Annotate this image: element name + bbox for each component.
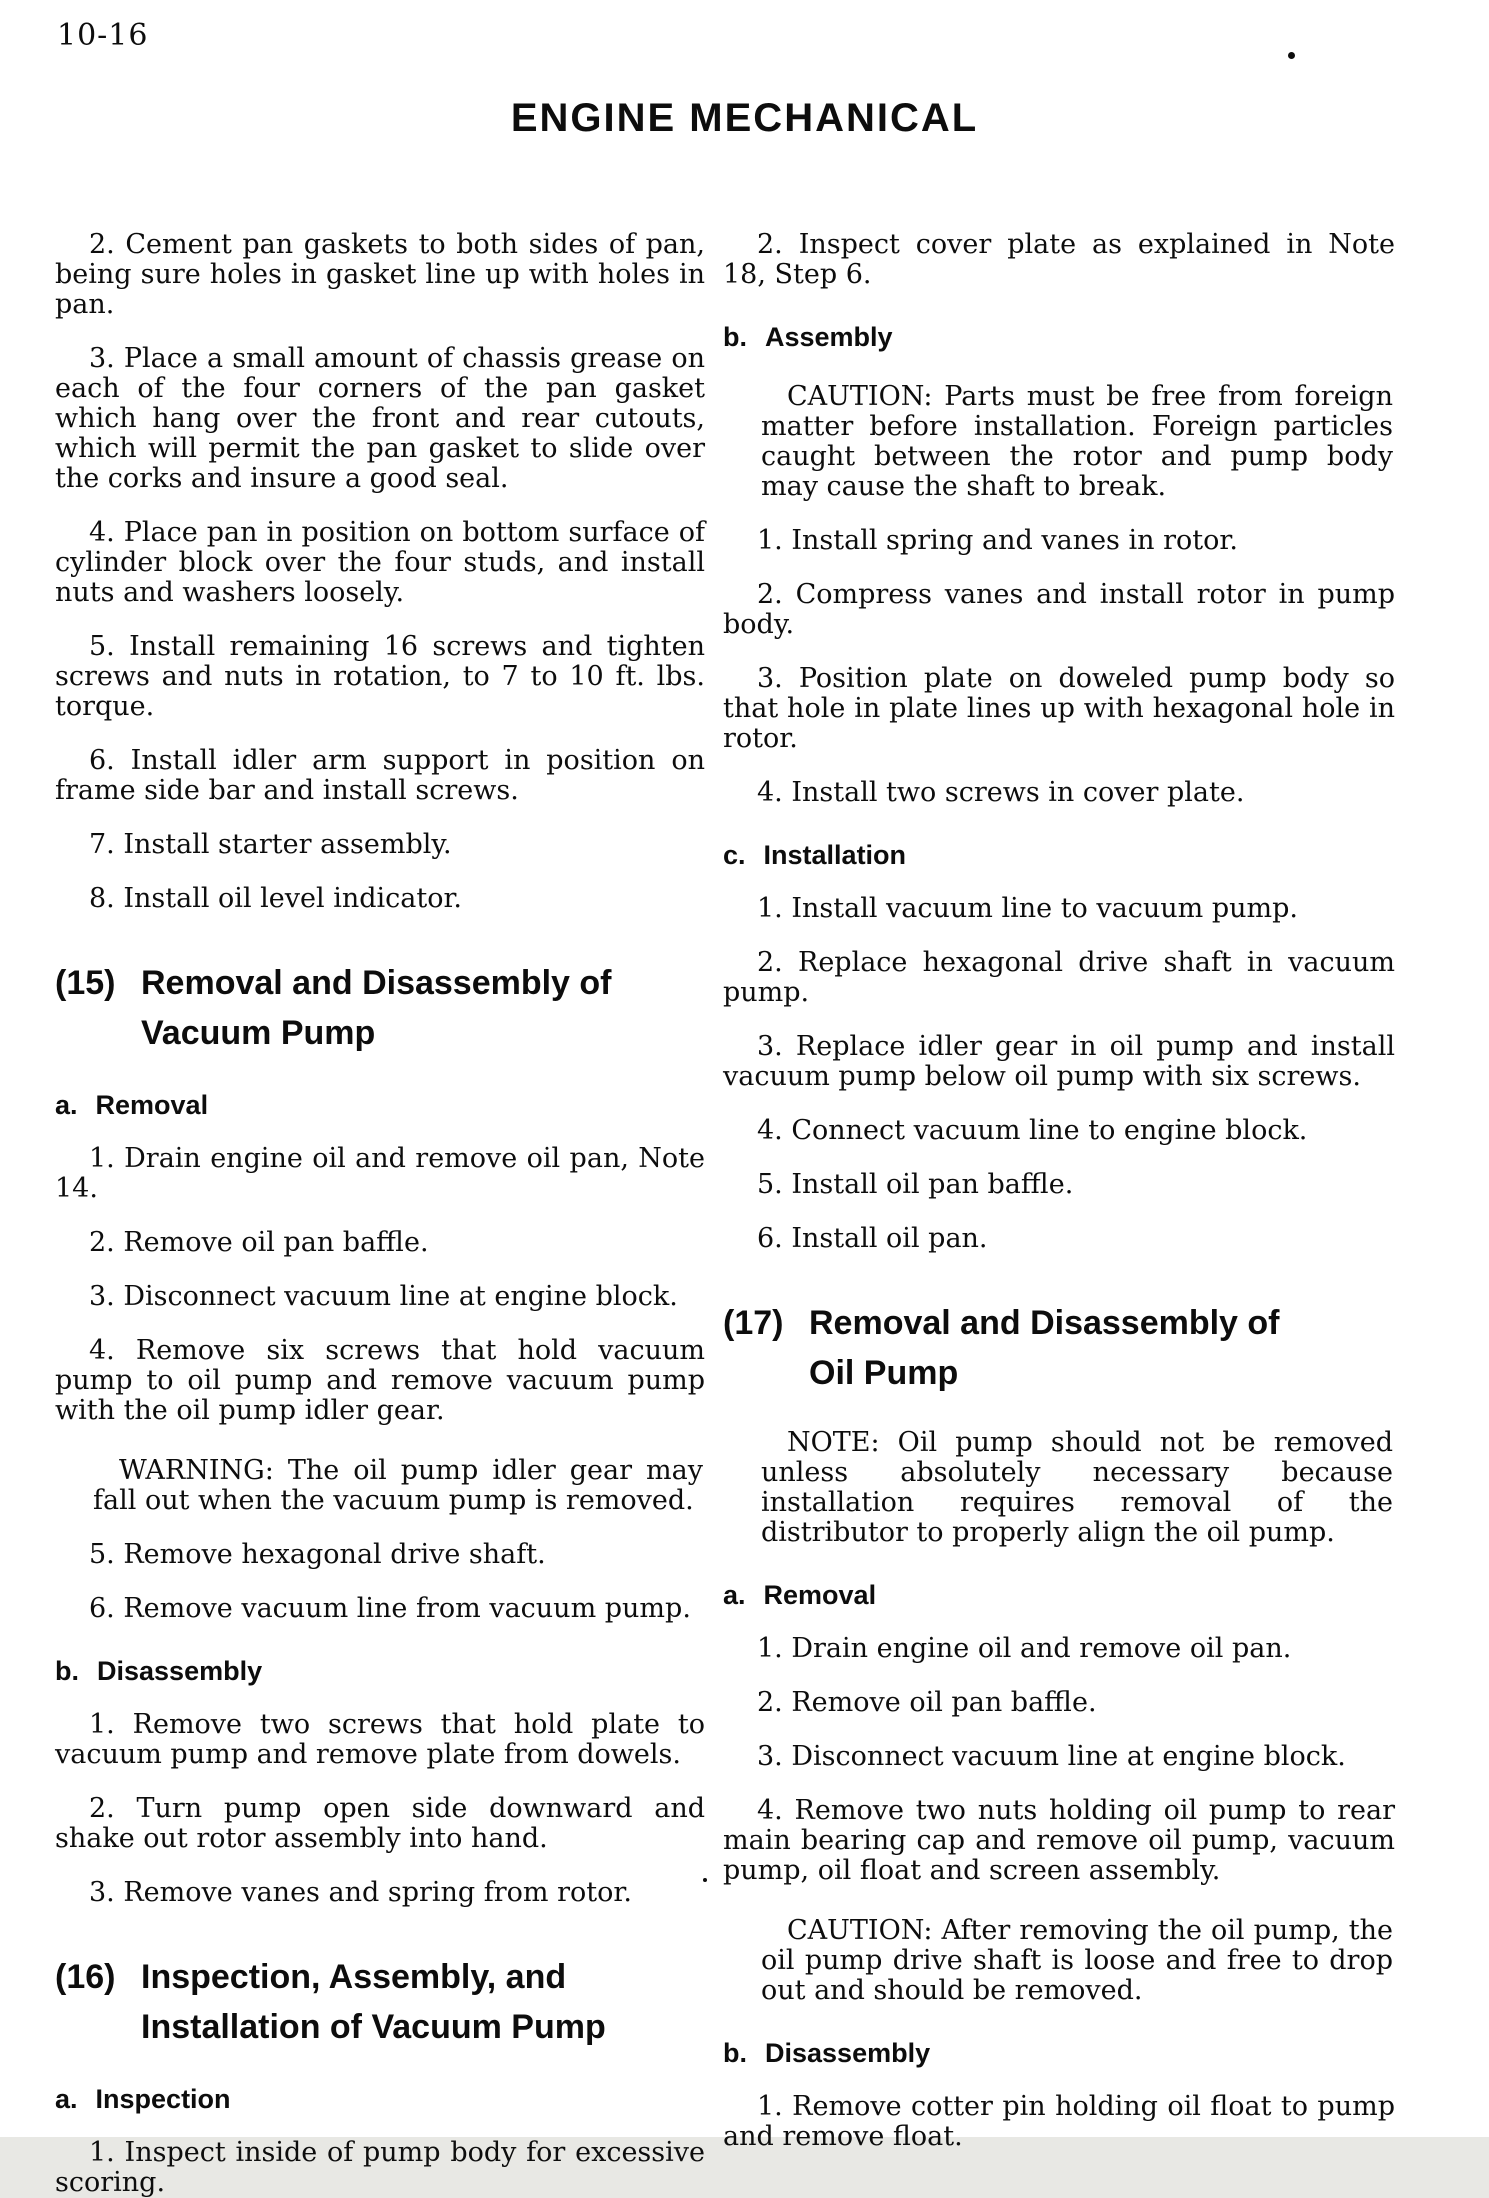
step-paragraph: 3. Position plate on doweled pump body so that hole in plate lines up with hexagonal hole in rotor. [723, 663, 1395, 754]
section-title-line: Removal and Disassembly of [809, 1304, 1280, 1342]
subsection-title: Inspection [95, 2084, 231, 2114]
step-paragraph: 3. Disconnect vacuum line at engine block. [757, 1741, 1346, 1772]
step-paragraph: 6. Install idler arm support in position on frame side bar and install screws. [55, 745, 705, 806]
step-paragraph: 3. Remove vanes and spring from rotor. [89, 1877, 632, 1908]
note-paragraph: WARNING: The oil pump idler gear may fall out when the vacuum pump is removed. [93, 1455, 703, 1516]
subsection-letter: b. [723, 2038, 747, 2068]
page-title: ENGINE MECHANICAL [510, 96, 979, 140]
page-number: 10-16 [57, 18, 149, 53]
step-paragraph: 4. Remove two nuts holding oil pump to rear main bearing cap and remove oil pump, vacuum pump, oil float and screen assembly. [723, 1795, 1395, 1886]
subsection-heading [723, 2038, 1395, 2068]
subsection-title: Disassembly [765, 2038, 931, 2068]
step-paragraph: 6. Remove vacuum line from vacuum pump. [89, 1593, 691, 1624]
subsection-heading [723, 840, 1395, 870]
step-paragraph: 1. Inspect inside of pump body for excessive scoring. [55, 2137, 705, 2198]
section-title-line: Removal and Disassembly of [141, 964, 612, 1002]
left-column [55, 226, 705, 2198]
subsection-title: Installation [763, 840, 907, 870]
subsection-letter: a. [55, 1090, 78, 1120]
subsection-heading [55, 2084, 705, 2114]
step-paragraph: 5. Remove hexagonal drive shaft. [89, 1539, 546, 1570]
right-column [723, 226, 1395, 2152]
section-title [141, 1952, 606, 2052]
subsection-heading [723, 322, 1395, 352]
subsection-letter: b. [723, 322, 747, 352]
subsection-heading [55, 1656, 705, 1686]
subsection-letter: b. [55, 1656, 79, 1686]
subsection-heading [55, 1090, 705, 1120]
step-paragraph: 1. Install spring and vanes in rotor. [757, 525, 1238, 556]
ink-speck-icon [1288, 52, 1295, 59]
step-paragraph: 2. Replace hexagonal drive shaft in vacuum pump. [723, 947, 1395, 1008]
subsection-title: Removal [763, 1580, 877, 1610]
section-title-line: Vacuum Pump [141, 1014, 376, 1052]
step-paragraph: 4. Install two screws in cover plate. [757, 777, 1245, 808]
step-paragraph: 8. Install oil level indicator. [89, 883, 463, 914]
step-paragraph: 1. Remove cotter pin holding oil float to pump and remove float. [723, 2091, 1395, 2152]
section-number: (17) [723, 1304, 784, 1342]
step-paragraph: 3. Place a small amount of chassis grease on each of the four corners of the pan gasket which hang over the front and rear cutouts, which will permit the pan gasket to slide over the corks and insure a good seal. [55, 343, 705, 494]
ink-speck-icon [703, 1878, 707, 1882]
step-paragraph: 3. Disconnect vacuum line at engine block. [89, 1281, 678, 1312]
subsection-title: Assembly [765, 322, 893, 352]
subsection-title: Removal [95, 1090, 209, 1120]
step-paragraph: 4. Place pan in position on bottom surface of cylinder block over the four studs, and install nuts and washers loosely. [55, 517, 705, 608]
subsection-title: Disassembly [97, 1656, 263, 1686]
section-title [141, 958, 612, 1058]
step-paragraph: 2. Inspect cover plate as explained in Note 18, Step 6. [723, 229, 1395, 290]
section-heading [55, 958, 705, 1058]
section-title-line: Inspection, Assembly, and [141, 1958, 567, 1996]
step-paragraph: 4. Connect vacuum line to engine block. [757, 1115, 1308, 1146]
section-heading [723, 1298, 1395, 1398]
step-paragraph: 1. Remove two screws that hold plate to vacuum pump and remove plate from dowels. [55, 1709, 705, 1770]
subsection-letter: a. [55, 2084, 78, 2114]
subsection-heading [723, 1580, 1395, 1610]
step-paragraph: 1. Install vacuum line to vacuum pump. [757, 893, 1298, 924]
step-paragraph: 2. Turn pump open side downward and shake out rotor assembly into hand. [55, 1793, 705, 1854]
subsection-letter: c. [723, 840, 746, 870]
step-paragraph: 5. Install remaining 16 screws and tighten screws and nuts in rotation, to 7 to 10 ft. lbs. torque. [55, 631, 705, 722]
section-heading [55, 1952, 705, 2052]
step-paragraph: 2. Compress vanes and install rotor in pump body. [723, 579, 1395, 640]
step-paragraph: 5. Install oil pan baffle. [757, 1169, 1074, 1200]
step-paragraph: 3. Replace idler gear in oil pump and install vacuum pump below oil pump with six screws. [723, 1031, 1395, 1092]
step-paragraph: 6. Install oil pan. [757, 1223, 988, 1254]
section-title-line: Installation of Vacuum Pump [141, 2008, 606, 2046]
step-paragraph: 4. Remove six screws that hold vacuum pump to oil pump and remove vacuum pump with the oil pump idler gear. [55, 1335, 705, 1426]
section-number: (15) [55, 964, 116, 1002]
step-paragraph: 1. Drain engine oil and remove oil pan, Note 14. [55, 1143, 705, 1204]
step-paragraph: 2. Cement pan gaskets to both sides of pan, being sure holes in gasket line up with holes in pan. [55, 229, 705, 320]
note-paragraph: CAUTION: After removing the oil pump, the oil pump drive shaft is loose and free to drop out and should be removed. [761, 1915, 1393, 2006]
section-title [809, 1298, 1280, 1398]
subsection-letter: a. [723, 1580, 746, 1610]
step-paragraph: 2. Remove oil pan baffle. [89, 1227, 429, 1258]
section-title-line: Oil Pump [809, 1354, 959, 1392]
section-number: (16) [55, 1958, 116, 1996]
step-paragraph: 1. Drain engine oil and remove oil pan. [757, 1633, 1292, 1664]
note-paragraph: NOTE: Oil pump should not be removed unless absolutely necessary because installation requires removal of the distributor to properly align the oil pump. [761, 1427, 1393, 1548]
step-paragraph: 7. Install starter assembly. [89, 829, 452, 860]
note-paragraph: CAUTION: Parts must be free from foreign matter before installation. Foreign particles caught between the rotor and pump body may cause the shaft to break. [761, 381, 1393, 502]
step-paragraph: 2. Remove oil pan baffle. [757, 1687, 1097, 1718]
